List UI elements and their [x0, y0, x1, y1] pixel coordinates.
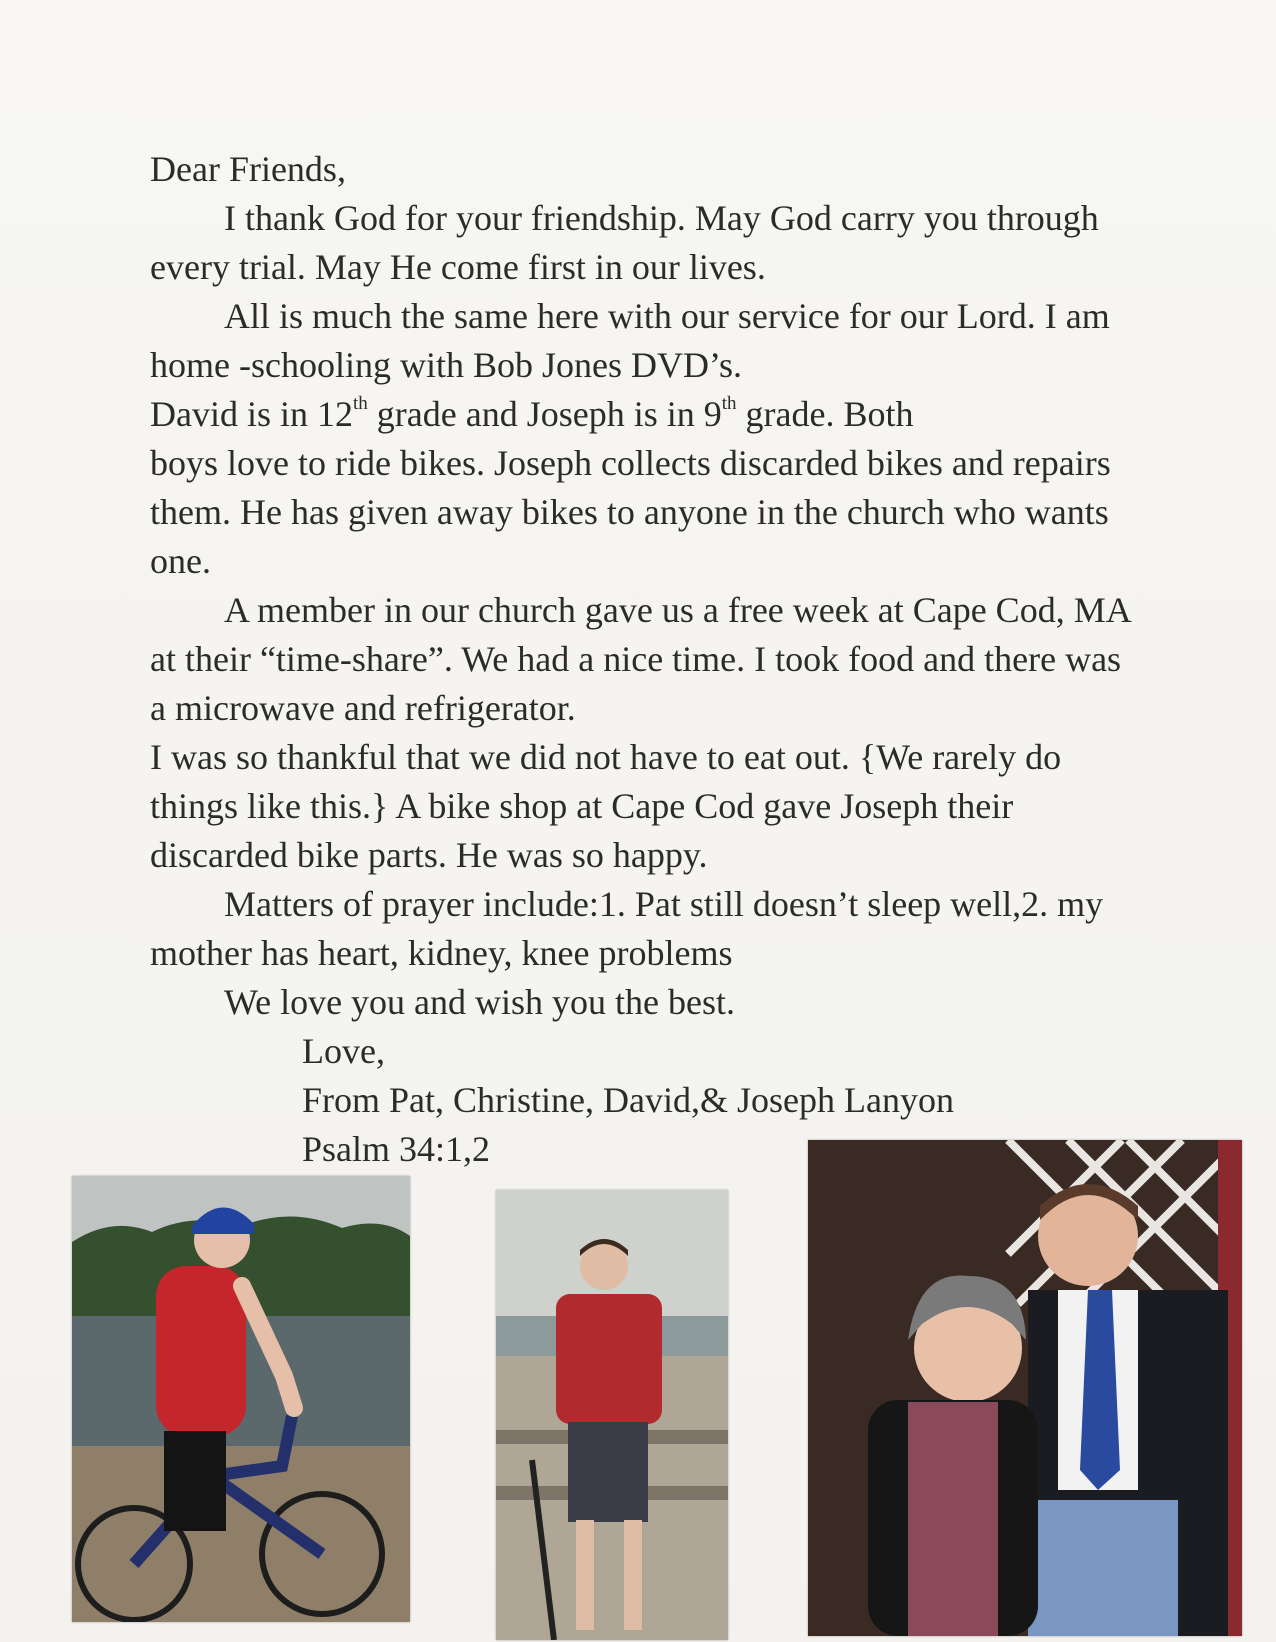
paragraph-2-continued: boys love to ride bikes. Joseph collects discarded bikes and repairs them. He has given away bikes to anyone in the church who wants one. [150, 443, 1111, 581]
grade-line: David is in 12th grade and Joseph is in 9th grade. Both [150, 393, 914, 434]
signature: From Pat, Christine, David,& Joseph Lanyon [302, 1080, 954, 1120]
teen-with-bike-pump-photo [496, 1190, 728, 1640]
couple-illustration [808, 1140, 1242, 1636]
paragraph-2: All is much the same here with our service for our Lord. I am home -schooling with Bob Jones DVD’s. [150, 296, 1110, 385]
letter-body [150, 145, 1130, 1174]
couple-photo [808, 1140, 1242, 1636]
paragraph-wishes: We love you and wish you the best. [224, 982, 736, 1022]
closing: Love, [302, 1031, 385, 1071]
greeting: Dear Friends, [150, 149, 346, 189]
teen-illustration [496, 1190, 728, 1640]
paragraph-prayer: Matters of prayer include:1. Pat still doesn’t sleep well,2. my mother has heart, kidney, knee problems [150, 884, 1104, 973]
boy-with-bike-illustration [72, 1176, 410, 1622]
verse: Psalm 34:1,2 [302, 1129, 491, 1169]
boy-with-bike-photo [72, 1176, 410, 1622]
paragraph-3-continued: I was so thankful that we did not have to eat out. {We rarely do things like this.} A bike shop at Cape Cod gave Joseph their discarded bike parts. He was so happy. [150, 737, 1062, 875]
paragraph-3: A member in our church gave us a free week at Cape Cod, MA at their “time-share”. We had a nice time. I took food and there was a microwave and refrigerator. [150, 590, 1130, 728]
paragraph-1: I thank God for your friendship. May God carry you through every trial. May He come first in our lives. [150, 198, 1099, 287]
